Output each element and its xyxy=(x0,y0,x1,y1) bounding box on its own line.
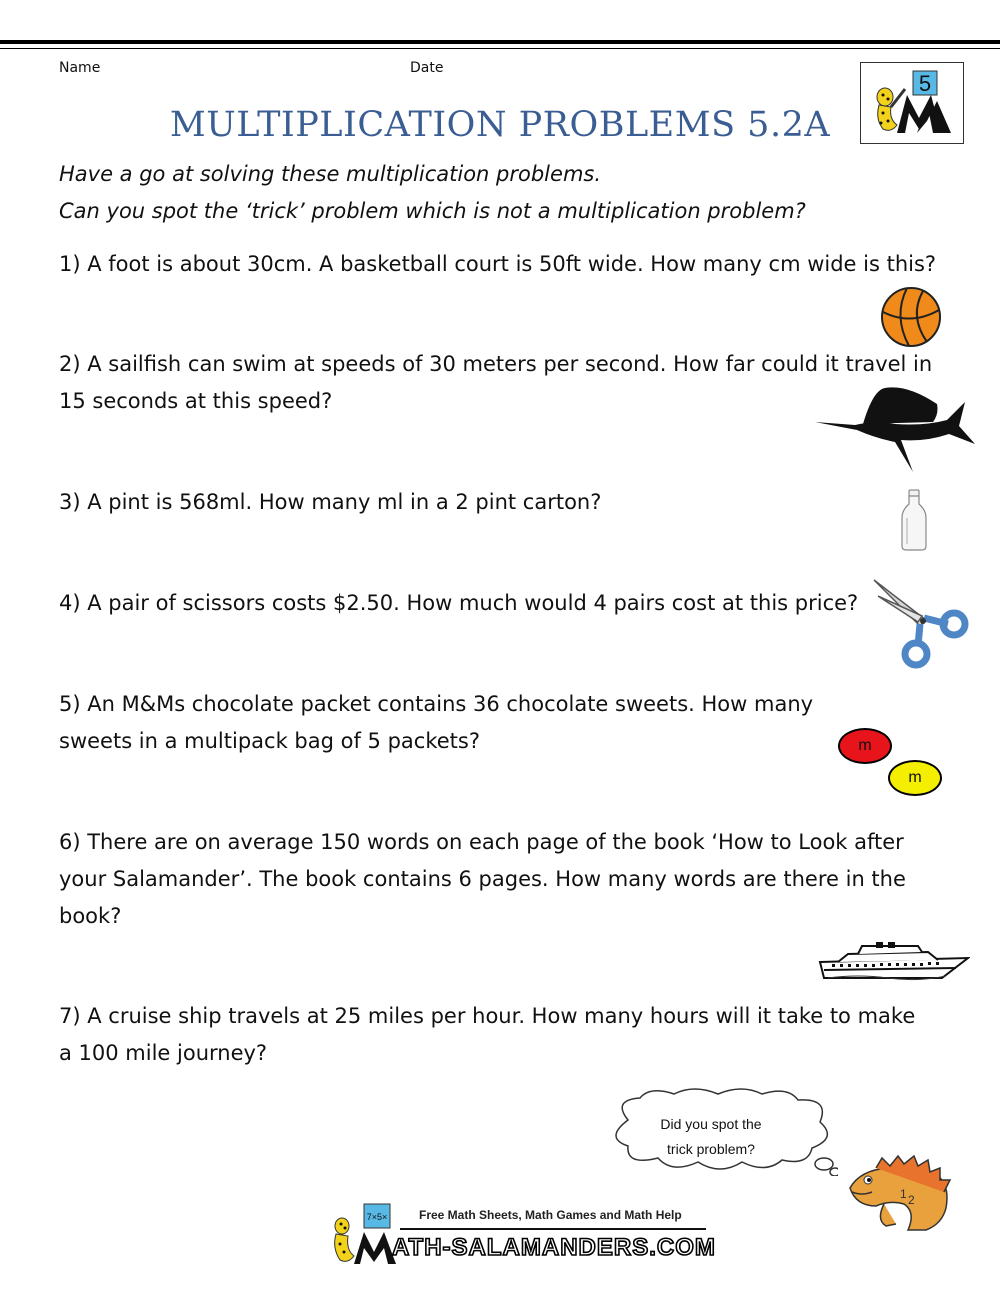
question-3 xyxy=(59,484,601,521)
svg-text:2: 2 xyxy=(908,1193,915,1207)
question-6-line-1: 6) There are on average 150 words on each page of the book ‘How to Look after xyxy=(59,830,904,854)
question-1-line-1: 1) A foot is about 30cm. A basketball court is 50ft wide. How many cm wide is this? xyxy=(59,252,937,276)
top-rule-thick xyxy=(0,40,1000,44)
svg-text:1: 1 xyxy=(900,1187,907,1201)
question-1 xyxy=(59,246,936,283)
candy-yellow xyxy=(888,760,942,796)
thought-bubble-line-2: trick problem? xyxy=(667,1141,755,1157)
top-rule-thin xyxy=(0,48,1000,49)
question-3-line-1: 3) A pint is 568ml. How many ml in a 2 pint carton? xyxy=(59,490,602,514)
footer-site-link[interactable]: ATH-SALAMANDERS.COM xyxy=(392,1234,716,1261)
cruise-ship-icon xyxy=(818,940,970,982)
name-label: Name xyxy=(59,60,101,76)
sailfish-icon xyxy=(815,380,975,478)
question-6-line-2: your Salamander’. The book contains 6 pages. How many words are there in the xyxy=(59,867,906,891)
question-7 xyxy=(59,998,915,1072)
thought-bubble-line-1: Did you spot the xyxy=(660,1116,762,1132)
candy-red xyxy=(838,728,892,764)
question-2-line-1: 2) A sailfish can swim at speeds of 30 meters per second. How far could it travel in xyxy=(59,352,933,376)
footer-underline xyxy=(400,1228,706,1230)
intro-line-2: Can you spot the ‘trick’ problem which is not a multiplication problem? xyxy=(59,199,806,223)
question-4-line-1: 4) A pair of scissors costs $2.50. How much would 4 pairs cost at this price? xyxy=(59,591,859,615)
question-2 xyxy=(59,346,932,420)
footer-logo-mini-text: 7×5× xyxy=(366,1212,388,1222)
thought-bubble-text xyxy=(640,1112,782,1162)
scissors-icon xyxy=(870,570,970,670)
intro-line-1: Have a go at solving these multiplication problems. xyxy=(59,162,602,186)
footer-logo-icon xyxy=(326,1200,400,1268)
basketball-icon xyxy=(879,286,943,348)
footer-tagline: Free Math Sheets, Math Games and Math Help xyxy=(419,1208,682,1222)
salamander-mascot-icon xyxy=(846,1150,954,1232)
candy-yellow-letter: m xyxy=(908,769,922,786)
page-title: MULTIPLICATION PROBLEMS 5.2A xyxy=(169,105,831,145)
question-6-line-3: book? xyxy=(59,904,122,928)
question-5 xyxy=(59,686,813,760)
question-4 xyxy=(59,585,858,622)
question-7-line-2: a 100 mile journey? xyxy=(59,1041,268,1065)
question-7-line-1: 7) A cruise ship travels at 25 miles per hour. How many hours will it take to make xyxy=(59,1004,916,1028)
question-6 xyxy=(59,824,906,935)
question-5-line-2: sweets in a multipack bag of 5 packets? xyxy=(59,729,480,753)
candy-red-letter: m xyxy=(858,737,872,754)
question-5-line-1: 5) An M&Ms chocolate packet contains 36 chocolate sweets. How many xyxy=(59,692,814,716)
date-label: Date xyxy=(410,60,444,76)
milk-bottle-icon xyxy=(898,488,930,552)
level-number: 5 xyxy=(918,71,932,96)
question-2-line-2: 15 seconds at this speed? xyxy=(59,389,333,413)
